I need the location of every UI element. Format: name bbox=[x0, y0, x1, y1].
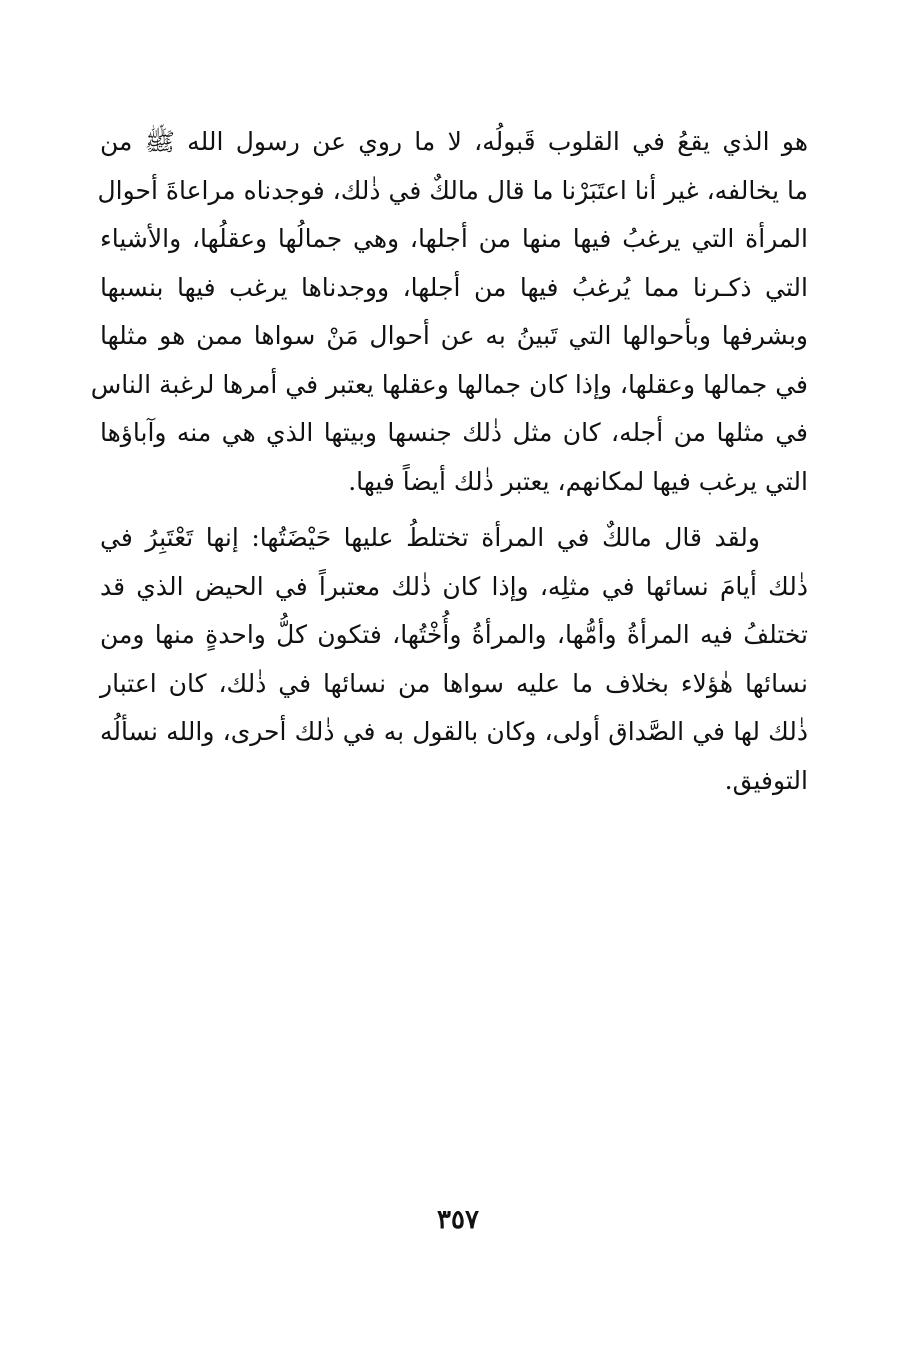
text-line: تختلفُ فيه المرأةُ وأمُّها، والمرأةُ وأُخْتُها، فتكون كلُّ واحدةٍ منها ومن bbox=[100, 620, 808, 649]
text-line: في مثلها من أجله، كان مثل ذٰلك جنسها وبيتها الذي هي منه وآباؤها bbox=[100, 418, 808, 447]
text-line: التي ذكـرنا مما يُرغبُ فيها من أجلها، ووجدناها يرغب فيها بنسبها bbox=[100, 272, 808, 302]
paragraph-1 bbox=[90, 118, 808, 506]
paragraph-2 bbox=[100, 514, 808, 805]
text-line: ذٰلك أيامَ نسائها في مثلِه، وإذا كان ذٰلك معتبراً في الحيض الذي قد bbox=[100, 571, 808, 601]
text-line: ولقد قال مالكٌ في المرأة تختلطُ عليها حَيْضَتُها: إنها تَعْتَبِرُ في bbox=[100, 523, 760, 552]
text-line: التي يرغب فيها لمكانهم، يعتبر ذٰلك أيضاً فيها. bbox=[348, 466, 808, 496]
text-line: وبشرفها وبأحوالها التي تَبينُ به عن أحوال مَنْ سواها ممن هو مثلها bbox=[100, 321, 808, 350]
text-line: نسائها هٰؤلاء بخلاف ما عليه سواها من نسائها في ذٰلك، كان اعتبار bbox=[100, 668, 808, 698]
text-line: ما يخالفه، غير أنا اعتَبَرْنا ما قال مالكٌ في ذٰلك، فوجدناه مراعاةَ أحوال bbox=[97, 175, 808, 205]
text-line: هو الذي يقعُ في القلوب قَبولُه، لا ما روي عن رسول الله ﷺ من bbox=[100, 127, 808, 156]
text-line: التوفيق. bbox=[724, 765, 808, 795]
text-line: ذٰلك لها في الصَّداق أولى، وكان بالقول به في ذٰلك أحرى، والله نسألُه bbox=[100, 717, 808, 746]
text-line: في جمالها وعقلها، وإذا كان جمالها وعقلها يعتبر في أمرها لرغبة الناس bbox=[90, 369, 808, 399]
text-line: المرأة التي يرغبُ فيها منها من أجلها، وهي جمالُها وعقلُها، والأشياء bbox=[100, 224, 808, 253]
page-number: ٣٥٧ bbox=[437, 1205, 479, 1235]
